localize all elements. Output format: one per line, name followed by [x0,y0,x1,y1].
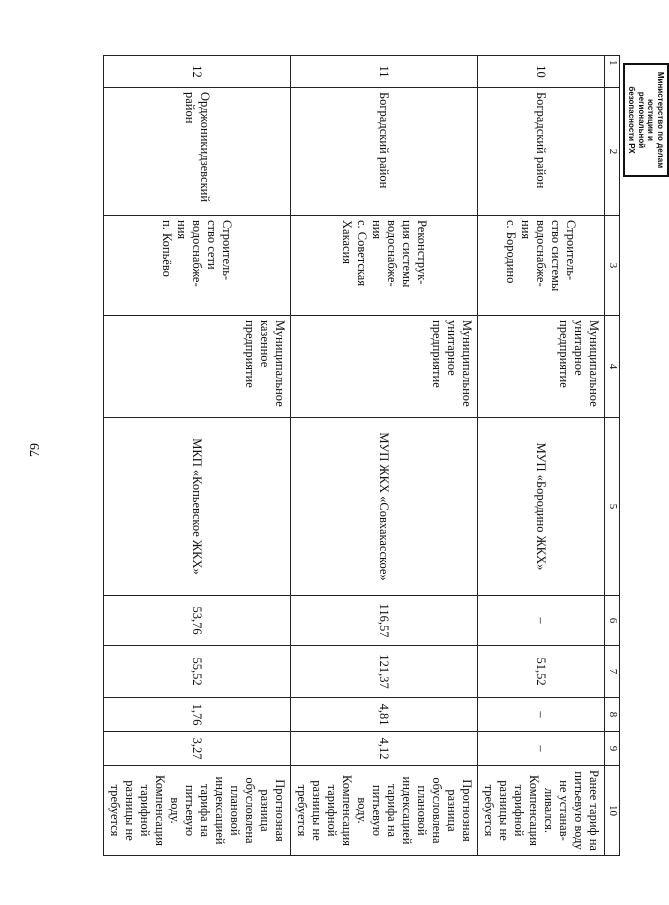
district-cell: Боградский район [478,88,605,216]
data-table [103,55,620,856]
note-cell: Прогнозная разница обусловлена плановой индексацией тарифа на питьевую воду. Компенсация тарифной разницы не требуется [291,766,478,856]
value-cell-8: 1,76 [104,698,291,732]
value-cell-7: 51,52 [478,646,605,698]
note-cell: Прогнозная разница обусловлена плановой индексацией тарифа на питьевую воду. Компенсация тарифной разницы не требуется [104,766,291,856]
column-header: 2 [605,88,620,216]
column-header: 7 [605,646,620,698]
value-cell-6: 116,57 [291,596,478,646]
value-cell-7: 121,37 [291,646,478,698]
value-cell-9: 3,27 [104,732,291,766]
value-cell-7: 55,52 [104,646,291,698]
value-cell-6: 53,76 [104,596,291,646]
table-rotation-frame [90,55,665,855]
value-cell-9: – [478,732,605,766]
column-header: 4 [605,316,620,418]
note-cell: Ранее тариф на питьевую воду не устанав- ливался. Компенсация тарифной разницы не требуется [478,766,605,856]
org-type-cell: Муниципальное унитарное предприятие [291,316,478,418]
project-cell: Строитель- ство системы водоснабже- ния с. Бородино [478,216,605,316]
row-number: 12 [104,56,291,88]
table-container [90,55,665,855]
column-number-row [605,56,620,856]
page-number: 79 [28,443,43,457]
project-cell: Строитель- ство сети водоснабже- ния п. Копьёво [104,216,291,316]
org-name-cell: МКП «Копьевское ЖКХ» [104,418,291,596]
value-cell-8: 4,81 [291,698,478,732]
table-row [291,56,478,856]
column-header: 3 [605,216,620,316]
table-row [104,56,291,856]
row-number: 11 [291,56,478,88]
column-header: 1 [605,56,620,88]
column-header: 6 [605,596,620,646]
project-cell: Реконструк- ция системы водоснабже- ния с. Советская Хакасия [291,216,478,316]
value-cell-9: 4,12 [291,732,478,766]
district-cell: Боградский район [291,88,478,216]
org-name-cell: МУП ЖКХ «Совхакасское» [291,418,478,596]
row-number: 10 [478,56,605,88]
org-type-cell: Муниципальное казенное предприятие [104,316,291,418]
column-header: 5 [605,418,620,596]
district-cell: Орджоникидзевский район [104,88,291,216]
column-header: 8 [605,698,620,732]
org-type-cell: Муниципальное унитарное предприятие [478,316,605,418]
org-name-cell: МУП «Бородино ЖКХ» [478,418,605,596]
column-header: 9 [605,732,620,766]
value-cell-6: – [478,596,605,646]
column-header: 10 [605,766,620,856]
table-row [478,56,605,856]
ministry-stamp: Министерство по делам юстиции и региональной безопасности РХ [623,63,669,177]
value-cell-8: – [478,698,605,732]
